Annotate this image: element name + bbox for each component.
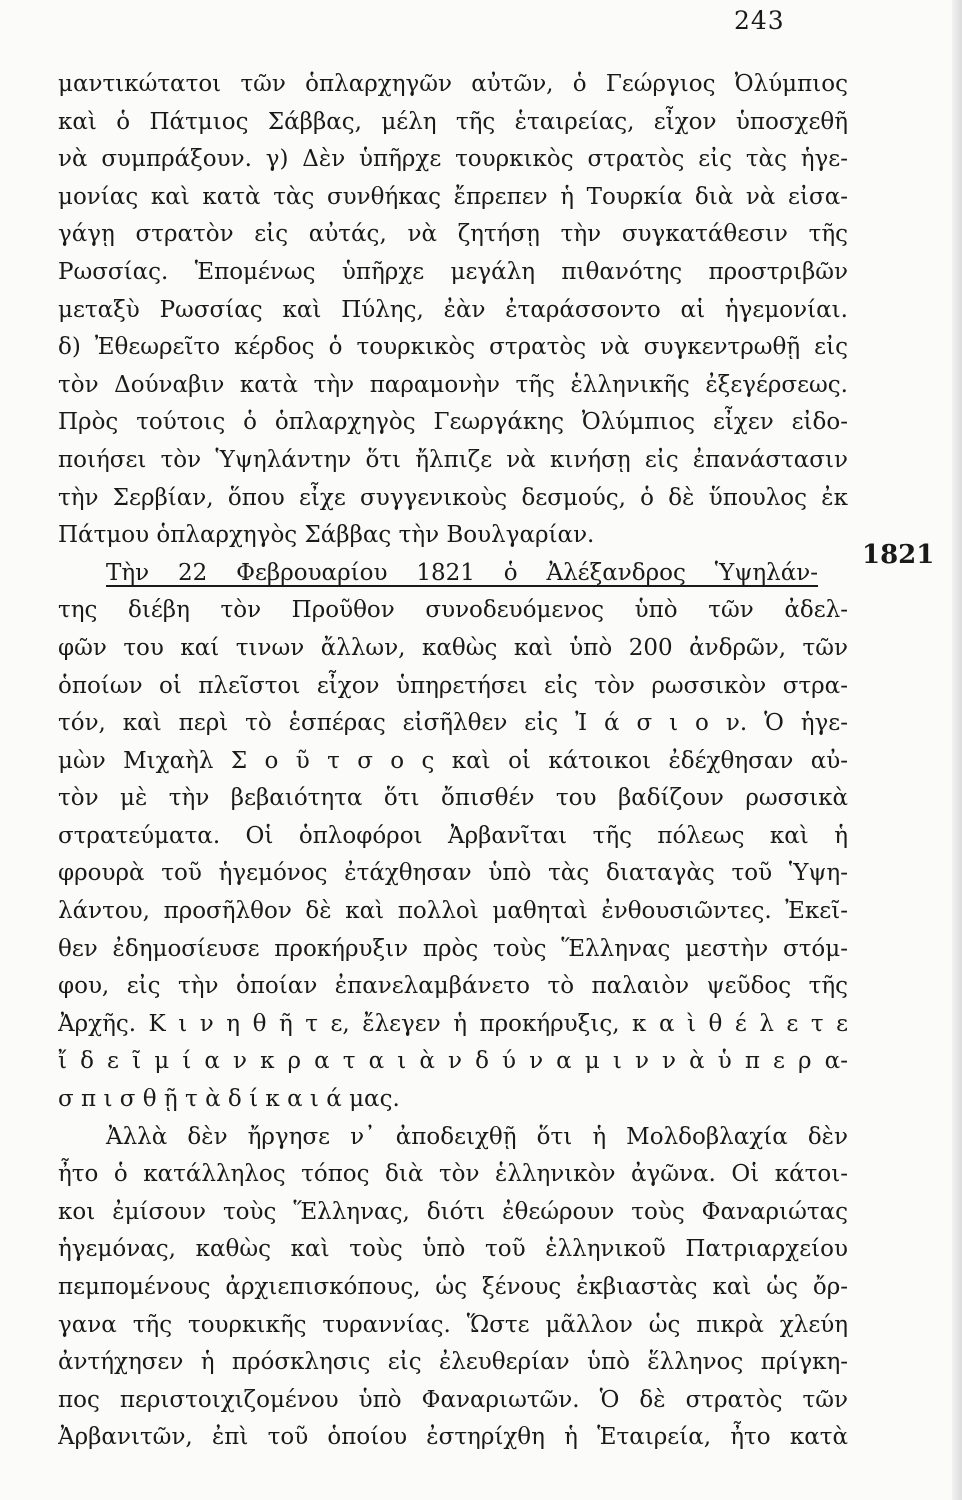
text-line: της διέβη τὸν Προῦθον συνοδευόμενος ὑπὸ τῶν ἀδελ- (58, 597, 848, 624)
text-line: καὶ ὁ Πάτμιος Σάββας, μέλη τῆς ἑταιρείας, εἶχον ὑποσχεθῆ (58, 108, 848, 135)
text-line: φου, εἰς τὴν ὁποίαν ἐπανελαμβάνετο τὸ παλαιὸν ψεῦδος τῆς (58, 973, 848, 1000)
text-line: Πάτμου ὁπλαρχηγὸς Σάββας τὴν Βουλγαρίαν. (58, 522, 595, 549)
text-line: θεν ἐδημοσίευσε προκήρυξιν πρὸς τοὺς Ἕλληνας μεστὴν στόμ- (58, 935, 848, 962)
text-line: ἦτο ὁ κατάλληλος τόπος διὰ τὸν ἑλληνικὸν ἀγῶνα. Οἱ κάτοι- (58, 1161, 848, 1188)
text-line: Ἀλλὰ δὲν ἤργησε ν᾽ ἀποδειχθῇ ὅτι ἡ Μολδοβλαχία δὲν (106, 1123, 848, 1150)
text-line: δ) Ἐθεωρεῖτο κέρδος ὁ τουρκικὸς στρατὸς νὰ συγκεντρωθῇ εἰς (58, 334, 848, 361)
text-line: τόν, καὶ περὶ τὸ ἑσπέρας εἰσῆλθεν εἰς Ἰ ά σ ι ο ν. Ὁ ἡγε- (58, 710, 848, 737)
text-line: κοι ἐμίσουν τοὺς Ἕλληνας, διότι ἐθεώρουν τοὺς Φαναριώτας (58, 1198, 848, 1225)
body-text (58, 66, 848, 1457)
text-line: σ π ι σ θ ῇ τ ὰ δ ί κ α ι ά μας. (58, 1086, 400, 1113)
text-line: γάγῃ στρατὸν εἰς αὐτάς, νὰ ζητήσῃ τὴν συγκατάθεσιν τῆς (58, 221, 848, 248)
text-line: ἀντήχησεν ἡ πρόσκλησις εἰς ἐλευθερίαν ὑπὸ ἕλληνος πρίγκη- (58, 1349, 848, 1376)
text-line: στρατεύματα. Οἱ ὁπλοφόροι Ἀρβανῖται τῆς πόλεως καὶ ἡ (58, 822, 848, 849)
text-line: μαντικώτατοι τῶν ὁπλαρχηγῶν αὐτῶν, ὁ Γεώργιος Ὀλύμπιος (58, 71, 848, 97)
text-line: Ἀρβανιτῶν, ἐπὶ τοῦ ὁποίου ἐστηρίχθη ἡ Ἑταιρεία, ἦτο κατὰ (58, 1424, 848, 1451)
text-line: ἡγεμόνας, καθὼς καὶ τοὺς ὑπὸ τοῦ ἑλληνικοῦ Πατριαρχείου (58, 1236, 848, 1263)
text-line: Ἀρχῆς. Κ ι ν η θ ῆ τ ε, ἔλεγεν ἡ προκήρυξις, κ α ὶ θ έ λ ε τ ε (58, 1010, 848, 1037)
text-line: γανα τῆς τουρκικῆς τυραννίας. Ὥστε μᾶλλον ὡς πικρὰ χλεύη (58, 1311, 848, 1338)
text-line: πος περιστοιχιζομένου ὑπὸ Φαναριωτῶν. Ὁ δὲ στρατὸς τῶν (58, 1386, 848, 1413)
text-line: πεμπομένους ἀρχιεπισκόπους, ὡς ξένους ἐκβιαστὰς καὶ ὡς ὄρ- (58, 1274, 848, 1300)
text-line: ποιήσει τὸν Ὑψηλάντην ὅτι ἤλπιζε νὰ κινήσῃ εἰς ἐπανάστασιν (58, 446, 848, 473)
text-line: φῶν του καί τινων ἄλλων, καθὼς καὶ ὑπὸ 200 ἀνδρῶν, τῶν (58, 634, 848, 661)
page-edge-shadow (952, 0, 962, 1500)
page-number: 243 (734, 6, 785, 35)
text-line: τὸν Δούναβιν κατὰ τὴν παραμονὴν τῆς ἑλληνικῆς ἐξεγέρσεως. (58, 371, 848, 398)
text-line: ἴ δ ε ῖ μ ί α ν κ ρ α τ α ι ὰ ν δ ύ ν α μ ι ν ν ὰ ὑ π ε ρ α- (58, 1048, 848, 1075)
text-line: νὰ συμπράξουν. γ) Δὲν ὑπῆρχε τουρκικὸς στρατὸς εἰς τὰς ἡγε- (58, 146, 848, 173)
text-line: Ρωσσίας. Ἑπομένως ὑπῆρχε μεγάλη πιθανότης προστριβῶν (58, 258, 848, 285)
underlined-date-line: Τὴν 22 Φεβρουαρίου 1821 ὁ Ἀλέξανδρος Ὑψηλάν- (106, 559, 818, 586)
text-line: μονίας καὶ κατὰ τὰς συνθήκας ἔπρεπεν ἡ Τουρκία διὰ νὰ εἰσα- (58, 183, 848, 210)
margin-year-note: 1821 (862, 540, 935, 570)
text-line: λάντου, προσῆλθον δὲ καὶ πολλοὶ μαθηταὶ ἐνθουσιῶντες. Ἐκεῖ- (58, 898, 848, 925)
text-line: τὴν Σερβίαν, ὅπου εἶχε συγγενικοὺς δεσμούς, ὁ δὲ ὕπουλος ἐκ (58, 484, 848, 511)
text-line: μεταξὺ Ρωσσίας καὶ Πύλης, ἐὰν ἐταράσσοντο αἱ ἡγεμονίαι. (58, 296, 848, 323)
text-line: τὸν μὲ τὴν βεβαιότητα ὅτι ὄπισθέν του βαδίζουν ρωσσικὰ (58, 785, 848, 812)
text-line: Πρὸς τούτοις ὁ ὁπλαρχηγὸς Γεωργάκης Ὀλύμπιος εἶχεν εἰδο- (58, 409, 848, 436)
text-line: ὁποίων οἱ πλεῖστοι εἶχον ὑπηρετήσει εἰς τὸν ρωσσικὸν στρα- (58, 672, 848, 699)
text-line: φρουρὰ τοῦ ἡγεμόνος ἐτάχθησαν ὑπὸ τὰς διαταγὰς τοῦ Ὑψη- (58, 860, 848, 887)
text-line: μὼν Μιχαὴλ Σ ο ῦ τ σ ο ς καὶ οἱ κάτοικοι ἐδέχθησαν αὐ- (58, 747, 848, 774)
